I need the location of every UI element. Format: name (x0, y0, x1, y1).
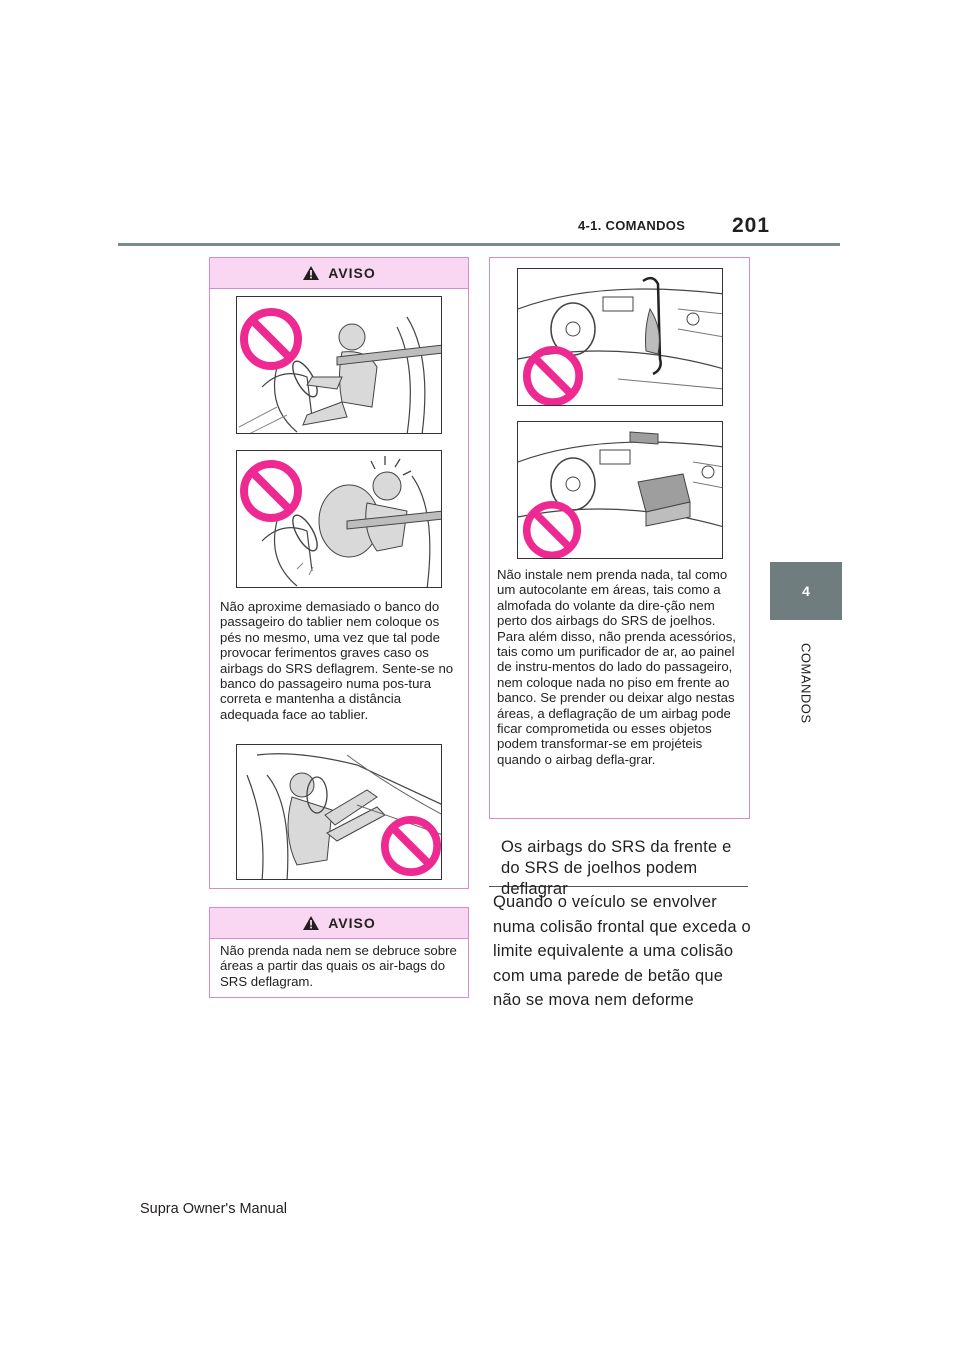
warning-box-attachments (489, 257, 750, 819)
warning-triangle-icon (302, 265, 320, 281)
chapter-tab-label (770, 628, 842, 738)
illustration-steering-wheel-object (517, 268, 723, 406)
warning-box-seating (209, 257, 469, 889)
illustration-airbag-deployment (236, 450, 442, 588)
prohibition-icon (522, 345, 584, 406)
warning-header (210, 908, 468, 939)
prohibition-icon (239, 307, 303, 371)
warning-title: AVISO (328, 265, 376, 281)
warning-box-lean (209, 907, 469, 998)
illustration-feet-on-dashboard (236, 744, 442, 880)
footer-manual-title: Supra Owner's Manual (140, 1201, 288, 1217)
chapter-tab-number[interactable]: 4 (770, 562, 842, 620)
prohibition-icon (239, 459, 303, 523)
warning-title: AVISO (328, 915, 376, 931)
body-paragraph: Quando o veículo se envolver numa colisão frontal que exceda o limite equivalente a uma colisão com uma parede de betão que não se mova nem deforme (493, 893, 751, 1009)
warning-text-lean: Não prenda nada nem se debruce sobre áreas a partir das quais os air-bags do SRS deflagram. (220, 943, 457, 989)
prohibition-icon (522, 500, 582, 559)
section-title: 4-1. COMANDOS (578, 218, 686, 233)
chapter-tab-label-text: COMANDOS (798, 642, 814, 724)
warning-header (210, 258, 468, 289)
illustration-dashboard-accessories (517, 421, 723, 559)
header-divider (118, 243, 840, 246)
subheading-airbags-deploy: Os airbags do SRS da frente e do SRS de joelhos podem deflagrar (489, 837, 748, 887)
illustration-passenger-feet-dashboard (236, 296, 442, 434)
prohibition-icon (380, 815, 442, 877)
page-number: 201 (732, 214, 771, 237)
warning-triangle-icon (302, 915, 320, 931)
warning-text-seating: Não aproxime demasiado o banco do passageiro do tablier nem coloque os pés no mesmo, uma vez que tal pode provocar ferimentos graves caso os airbags do SRS deflagrem. Sente-se no banco do passageiro numa pos-tura correta e mantenha a distância adequada face ao tablier. (220, 599, 454, 722)
warning-text-attachments: Não instale nem prenda nada, tal como um autocolante em áreas, tais como a almofada do volante da dire-ção nem perto dos airbags do SRS de joelhos. Para além disso, não prenda acessórios, tais como um purificador de ar, ao painel de instru-mentos do lado do passageiro, nem coloque nada no piso em frente ao banco. Se prender ou deixar algo nestas áreas, a deflagração de um airbag pode ficar comprometida ou esses objetos podem transformar-se em projéteis quando o airbag defla-grar. (497, 567, 736, 767)
